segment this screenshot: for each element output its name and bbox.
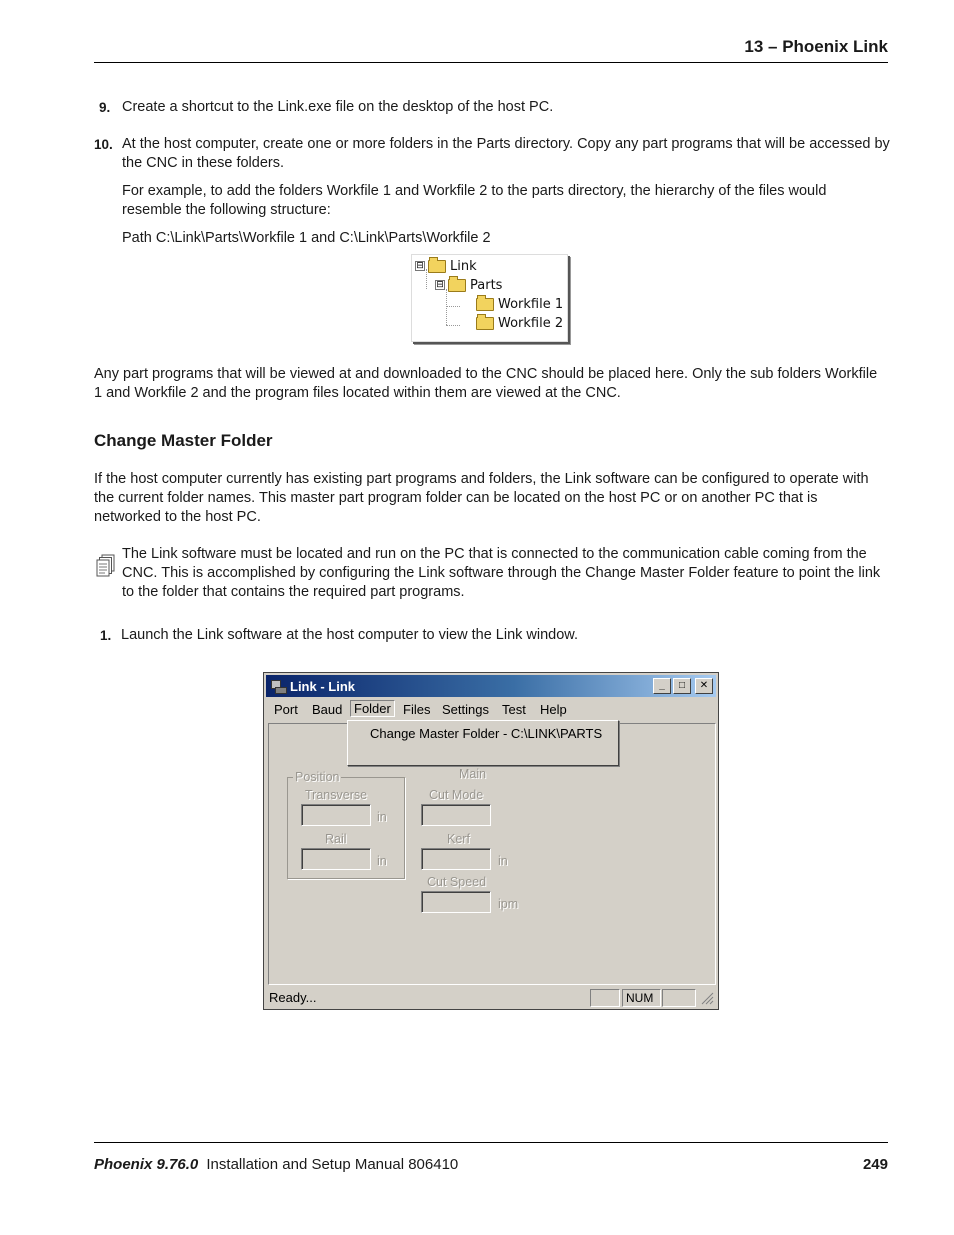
folder-dropdown-menu [347,720,619,766]
manual-title: Installation and Setup Manual 806410 [206,1156,459,1173]
step-text: At the host computer, create one or more folders in the Parts directory. Copy any part programs that will be accessed by the CNC in these folders. [122,136,890,171]
menu-folder[interactable]: Folder [350,700,395,717]
menu-test[interactable]: Test [502,702,526,717]
collapse-icon: ⊟ [436,280,444,290]
step-number: 9. [99,100,111,115]
status-pane [662,989,696,1007]
note-icon [96,554,116,578]
path-text: Path C:\Link\Parts\Workfile 1 and C:\Link\Parts\Workfile 2 [122,230,491,246]
cut-speed-field[interactable] [421,891,491,913]
transverse-label: Transverse [305,788,368,802]
chapter-title: 13 – Phoenix Link [744,37,888,56]
maximize-button[interactable]: □ [673,678,691,694]
tree-item-workfile-2: Workfile 2 [476,314,563,332]
folder-icon [428,260,446,273]
unit-label: in [377,810,387,824]
status-text: Ready... [269,990,317,1005]
window-titlebar [266,675,716,697]
unit-label: in [498,854,508,868]
cut-mode-label: Cut Mode [429,788,484,802]
section-intro: If the host computer currently has existing part programs and folders, the Link software can be configured to operate with the current folder names. This master part program folder can be located on the host PC or on another PC that is networked to the host PC. [94,471,869,525]
folder-tree-image [411,254,568,342]
cut-speed-label: Cut Speed [427,875,487,889]
num-lock-indicator: NUM [622,989,661,1007]
example-paragraph: For example, to add the folders Workfile 1 and Workfile 2 to the parts directory, the hierarchy of the files would resemble the following structure: [122,183,827,218]
change-master-folder-item[interactable]: Change Master Folder - C:\LINK\PARTS [370,726,603,741]
step-text: Launch the Link software at the host computer to view the Link window. [121,627,579,643]
link-window [263,672,719,1010]
minimize-button[interactable]: _ [653,678,671,694]
page-number: 249 [862,1156,888,1173]
status-pane [590,989,620,1007]
kerf-label: Kerf [447,832,470,846]
product-name: Phoenix 9.76.0 [94,1156,199,1173]
main-group-label: Main [459,767,487,781]
window-title: Link - Link [290,678,355,694]
menu-help[interactable]: Help [540,702,567,717]
note-text: The Link software must be located and run on the PC that is connected to the communication cable coming from the CNC. This is accomplished by configuring the Link software through the Change Master Folder feature to point the link to the folder that contains the required part programs. [122,546,881,600]
rail-field[interactable] [301,848,371,870]
unit-label: in [377,854,387,868]
status-bar [266,987,716,1007]
resize-grip-icon[interactable] [700,991,714,1005]
menu-baud[interactable]: Baud [312,702,343,717]
folder-icon [476,298,494,311]
collapse-icon: ⊟ [416,261,424,271]
menu-port[interactable]: Port [274,702,298,717]
cut-mode-field[interactable] [421,804,491,826]
unit-label: ipm [498,897,519,911]
folder-icon [476,317,494,330]
menu-files[interactable]: Files [403,702,431,717]
close-button[interactable]: ✕ [695,678,713,694]
footer-rule [94,1142,888,1143]
transverse-field[interactable] [301,804,371,826]
tree-item-workfile-1: Workfile 1 [476,295,563,313]
parts-paragraph: Any part programs that will be viewed at and downloaded to the CNC should be placed here. Only the sub folders Workfile 1 and Workfile 2 and the program files located within them are viewed at the CNC. [94,366,878,401]
step-number: 10. [94,137,113,152]
menu-settings[interactable]: Settings [442,702,489,717]
kerf-field[interactable] [421,848,491,870]
step-number: 1. [100,628,112,643]
app-icon [270,679,286,693]
section-heading: Change Master Folder [94,431,273,450]
tree-item-link: ⊟ Link [416,258,477,274]
menu-bar [266,699,716,721]
rail-label: Rail [325,832,347,846]
footer-text [94,1156,458,1173]
header-rule [94,62,888,63]
open-folder-icon [448,279,466,292]
tree-item-parts: ⊟ Parts [436,277,503,293]
step-text: Create a shortcut to the Link.exe file on the desktop of the host PC. [122,99,554,115]
position-group-label: Position [295,770,340,784]
